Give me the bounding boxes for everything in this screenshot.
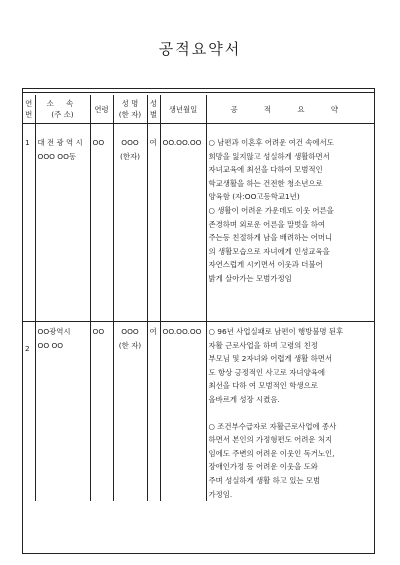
summary-line: 주는등 친절하게 남을 배려하는 어머니	[208, 233, 333, 243]
merit-summary-table	[23, 95, 374, 501]
summary-line: ○ 96년 사업실패로 남편이 행방불명 된후	[208, 327, 344, 336]
header-affiliation	[35, 95, 90, 124]
header-sex: 성별	[147, 95, 160, 124]
row-affiliation	[35, 124, 90, 322]
row-summary	[206, 124, 374, 322]
row-birth: OO.OO.OO	[160, 124, 206, 322]
table-row	[23, 322, 374, 502]
row-affiliation-text: 대 전 광 역 시	[37, 138, 83, 147]
summary-line: 임에도 주변의 어려운 이웃인 독거노인,	[208, 448, 335, 458]
summary-line: ○ 남편과 이혼후 어려운 여건 속에서도	[208, 138, 334, 147]
summary-line: 양육함 (자:OO고등학교1년)	[208, 192, 300, 202]
row-sex: 여	[147, 322, 160, 502]
row-birth: OO.OO.OO	[160, 322, 206, 502]
summary-line: 희망을 잃지않고 성실하게 생활하면서	[208, 151, 330, 161]
header-name-label: 성 명	[121, 99, 139, 108]
row-name-hanja-text: (한 자)	[118, 340, 142, 350]
header-name	[113, 95, 147, 124]
summary-line: ○ 조건부수급자로 자활근로사업에 종사	[208, 421, 337, 431]
header-birth: 생년월일	[160, 95, 206, 124]
row-sex: 여	[147, 124, 160, 322]
row-no: 1	[23, 124, 35, 322]
header-age: 연령	[90, 95, 113, 124]
top-border-line	[23, 92, 374, 93]
table-header-row	[23, 95, 374, 124]
summary-line: 가정임.	[208, 489, 233, 499]
summary-line: 자연스럽게 시키면서 이웃과 더불어	[208, 260, 323, 270]
header-affiliation-label: 소 속	[46, 99, 79, 108]
header-no: 연번	[23, 95, 35, 124]
summary-line: 밝게 살아가는 모범가정임	[208, 273, 292, 283]
row-name-text: OOO	[121, 327, 139, 336]
row-address-text: OO OO	[37, 340, 64, 350]
paragraph-gap	[209, 407, 373, 420]
summary-line: 최선을 다하 여 모범적인 학생으로	[208, 381, 318, 391]
table-row	[23, 124, 374, 322]
row-name	[113, 322, 147, 502]
row-address-text: OOO OO동	[37, 151, 77, 161]
summary-line: 존경하며 외로운 어른을 말벗을 하여	[208, 219, 325, 229]
row-age: OO	[90, 124, 113, 322]
header-name-hanja-label: (한 자)	[118, 110, 142, 119]
header-summary: 공 적 요 약	[206, 95, 374, 124]
row-no: 2	[23, 322, 35, 502]
summary-line: 장애인가정 등 어려운 이웃을 도와	[208, 462, 318, 472]
summary-line: 학교생활을 하는 건전한 청소년으로	[208, 178, 323, 188]
summary-line: 올바르게 성장 시켰음.	[208, 394, 280, 404]
row-affiliation	[35, 322, 90, 502]
summary-line: 자녀교육에 최선을 다하여 모범적인	[208, 165, 323, 175]
merit-summary-sheet	[22, 88, 375, 554]
summary-line: 자활 근로사업을 하며 고령의 친정	[208, 340, 318, 350]
summary-line: 하면서 본인의 가정형편도 어려운 처지	[208, 435, 333, 445]
header-address-label: (주 소)	[51, 110, 74, 119]
row-name-text: OOO	[121, 138, 139, 147]
row-age: OO	[90, 322, 113, 502]
summary-line: 의 생활모습으로 자녀에게 인성교육을	[208, 246, 330, 256]
summary-line: 도 항상 긍정적인 사고로 자녀양육에	[208, 367, 325, 377]
summary-line: ○ 생활이 어려운 가운데도 이웃 어른을	[208, 205, 334, 215]
row-affiliation-text: OO광역시	[37, 327, 71, 336]
document-title: 공적요약서	[158, 40, 242, 58]
row-name	[113, 124, 147, 322]
summary-line: 주며 성실하게 생활 하고 있는 모범	[208, 475, 321, 485]
row-name-hanja-text: (한자)	[119, 151, 141, 161]
summary-line: 부모님 및 2자녀와 어렵게 생활 하면서	[208, 354, 333, 364]
row-summary	[206, 322, 374, 502]
